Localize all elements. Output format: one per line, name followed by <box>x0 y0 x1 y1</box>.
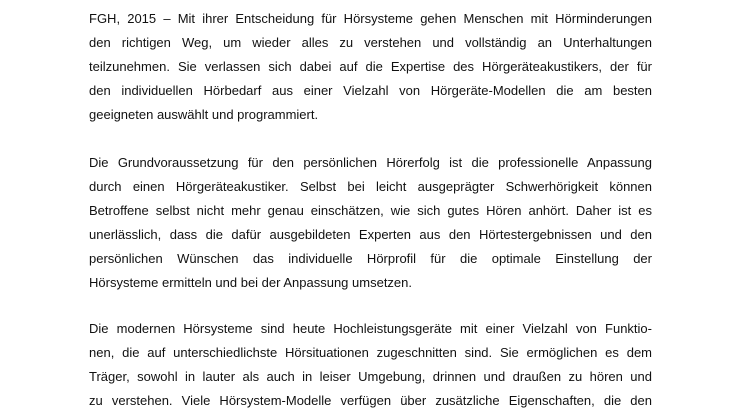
text-line: Hörsysteme ermitteln und bei der Anpassung umsetzen. <box>89 275 413 290</box>
text-line: persönlichen Wünschen das individuelle Hörprofil für die optimale Einstellung der <box>89 251 652 266</box>
text-line: nen, die auf unterschiedlichste Hörsituationen zugeschnitten sind. Sie ermöglichen es dem <box>89 345 652 360</box>
text-line: den richtigen Weg, um wieder alles zu verstehen und vollständig an Unterhaltungen <box>89 35 652 50</box>
text-line: den individuellen Hörbedarf aus einer Vielzahl von Hörgeräte-Modellen die am besten <box>89 83 652 98</box>
text-line: durch einen Hörgeräteakustiker. Selbst bei leicht ausgeprägter Schwerhörigkeit können <box>89 179 652 194</box>
text-line: Träger, sowohl in lauter als auch in leiser Umgebung, drinnen und draußen zu hören und <box>89 369 652 384</box>
paragraph-fitting <box>89 151 652 295</box>
text-line: unerlässlich, dass die dafür ausgebildeten Experten aus den Hörtestergebnissen und den <box>89 227 652 242</box>
text-line: teilzunehmen. Sie verlassen sich dabei auf die Expertise des Hörgeräteakustikers, der für <box>89 59 652 74</box>
paragraph-intro <box>89 7 652 127</box>
text-line: Die Grundvoraussetzung für den persönlichen Hörerfolg ist die professionelle Anpassung <box>89 155 652 170</box>
text-line: Betroffene selbst nicht mehr genau einschätzen, wie sich gutes Hören anhört. Daher ist es <box>89 203 652 218</box>
text-line: FGH, 2015 – Mit ihrer Entscheidung für Hörsysteme gehen Menschen mit Hörminderungen <box>89 11 652 26</box>
text-line: Die modernen Hörsysteme sind heute Hochleistungsgeräte mit einer Vielzahl von Funktio- <box>89 321 652 336</box>
text-line: zu verstehen. Viele Hörsystem-Modelle verfügen über zusätzliche Eigenschaften, die den <box>89 393 652 408</box>
text-line: geeigneten auswählt und programmiert. <box>89 107 319 122</box>
paragraph-modern-systems <box>89 317 652 413</box>
